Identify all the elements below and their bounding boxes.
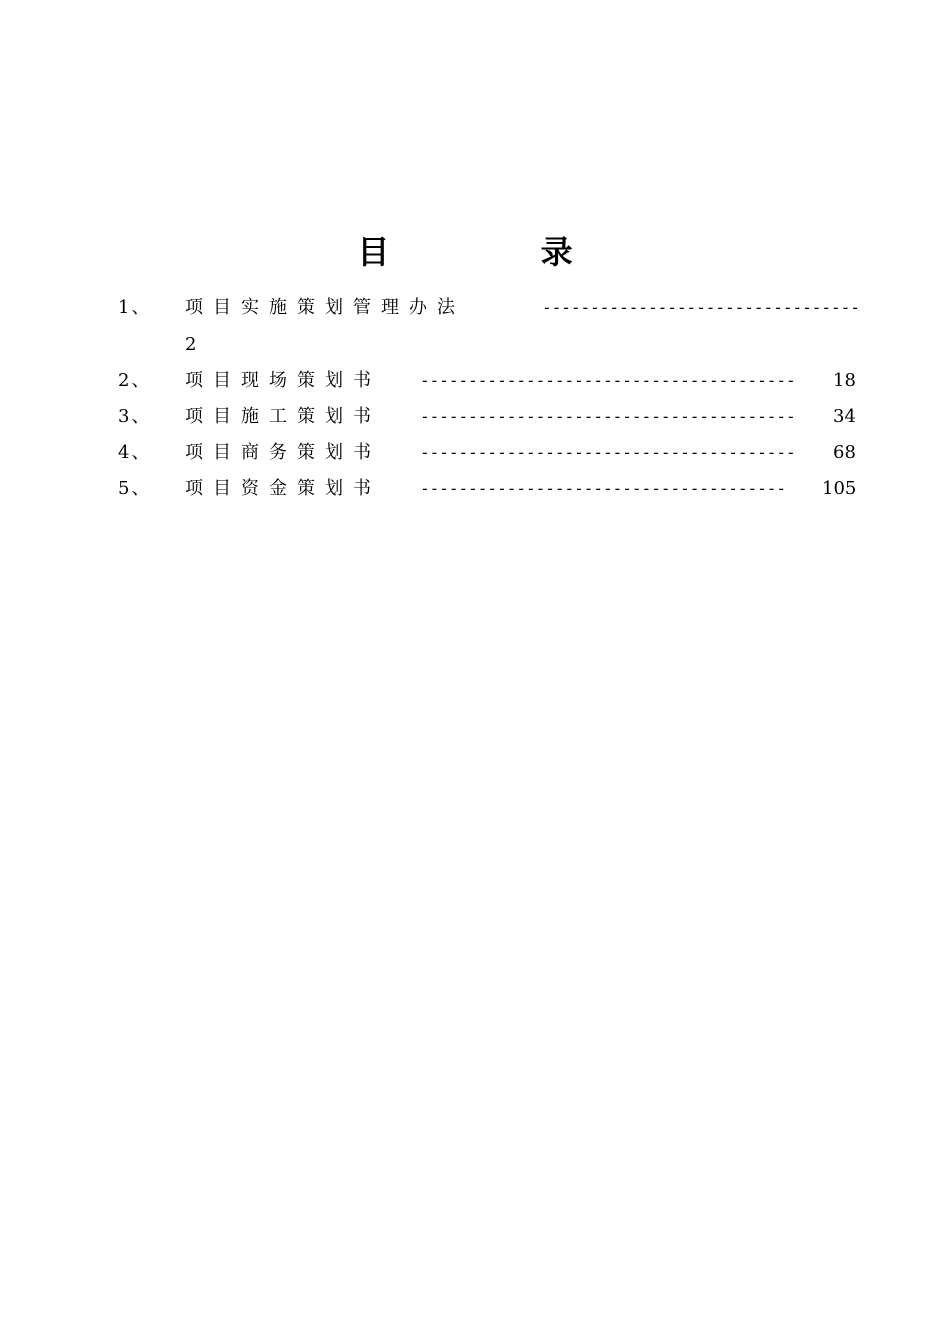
toc-entry-number: 1、 [118,297,152,318]
toc-entry-label: 项目资金策划书 [185,478,381,499]
toc-entry-leader: --------------------------------------- [420,407,796,426]
toc-entry-number: 5、 [118,478,152,499]
toc-entry-page: 105 [822,478,857,499]
toc-entry-page: 2 [185,334,197,355]
toc-entry-label: 项目施工策划书 [185,406,381,427]
toc-entry-leader: -------------------------------------- [420,479,787,498]
toc-entry-label: 项目商务策划书 [185,442,381,463]
toc-entry-number: 2、 [118,370,152,391]
toc-entry-leader: --------------------------------- [542,298,860,317]
toc-entry-number: 4、 [118,442,152,463]
toc-entry-label: 项目现场策划书 [185,370,381,391]
toc-entry-number: 3、 [118,406,152,427]
toc-entry-page: 34 [833,406,856,427]
toc-entry-page: 68 [833,442,856,463]
toc-entry-leader: --------------------------------------- [420,371,796,390]
toc-title: 目 录 [357,233,643,271]
toc-entry-leader: --------------------------------------- [420,443,796,462]
toc-entry-page: 18 [833,370,856,391]
toc-entry-label: 项目实施策划管理办法 [185,297,465,318]
